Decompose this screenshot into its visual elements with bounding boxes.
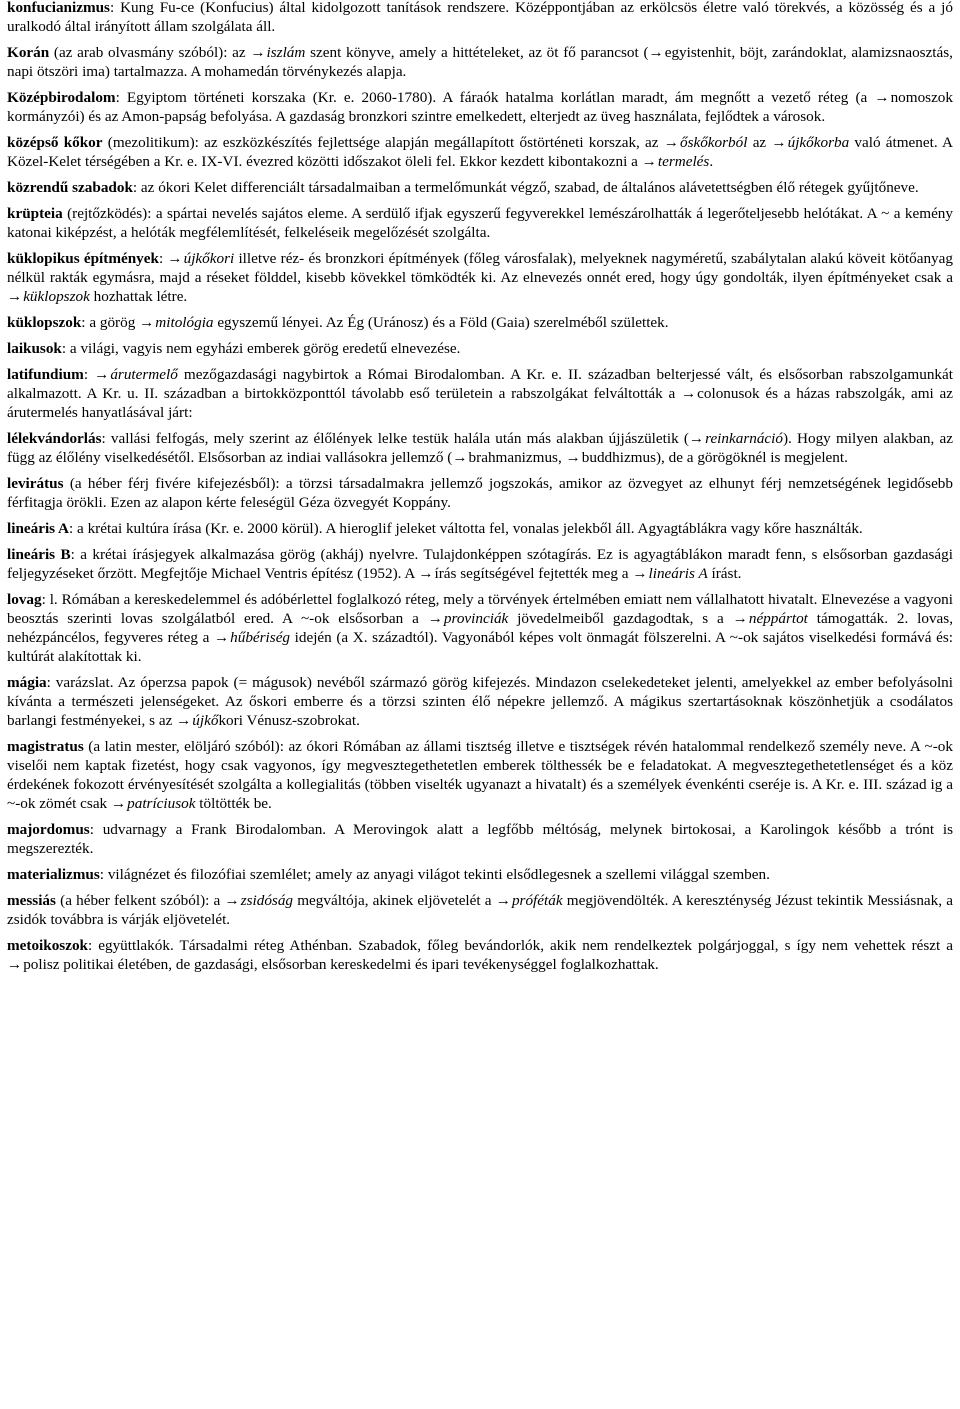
cross-reference-arrow-icon: → bbox=[213, 629, 230, 646]
entry-term: majordomus bbox=[7, 821, 90, 838]
entry-text: : udvarnagy a Frank Birodalomban. A Merovingok alatt a legfőbb méltóság, melynek birtokosai, a Karolingok később a trónt is megszerezték. bbox=[7, 821, 953, 857]
glossary-entry bbox=[7, 737, 953, 813]
entry-term: metoikoszok bbox=[7, 937, 88, 954]
cross-reference-term: újkőkorba bbox=[787, 134, 850, 151]
glossary-entry bbox=[7, 673, 953, 730]
glossary-entry bbox=[7, 204, 953, 242]
entry-text: politikai életében, de gazdasági, elsősorban kereskedelmi és ipari tevékenységgel foglalkozhattak. bbox=[59, 956, 659, 973]
entry-text: : világnézet és filozófiai szemlélet; amely az anyagi világot tekinti elsődlegesnek a szellemi világgal szemben. bbox=[99, 866, 770, 883]
entry-text: töltötték be. bbox=[195, 795, 272, 812]
cross-reference-term: zsidóság bbox=[240, 892, 294, 909]
entry-text: : Egyiptom történeti korszaka (Kr. e. 2060-1780). A fáraók hatalma korlátlan maradt, ám megnőtt a vezető réteg (a bbox=[115, 89, 875, 106]
cross-reference-term: provinciák bbox=[443, 610, 509, 627]
glossary-entry bbox=[7, 519, 953, 538]
entry-text: jövedelmeiből gazdagodtak, s a bbox=[508, 610, 733, 627]
cross-reference-term: hűbériség bbox=[230, 629, 291, 646]
entry-term: materializmus bbox=[7, 866, 100, 883]
cross-reference-term: brahmanizmus bbox=[468, 449, 558, 466]
glossary-entry bbox=[7, 133, 953, 171]
cross-reference-term: termelés bbox=[657, 153, 710, 170]
entry-term: magistratus bbox=[7, 738, 84, 755]
cross-reference-arrow-icon: → bbox=[224, 892, 240, 909]
entry-term: lineáris B bbox=[7, 546, 71, 563]
cross-reference-term: iszlám bbox=[266, 44, 306, 61]
entry-term: küklopszok bbox=[7, 314, 82, 331]
entry-text: megjövendölték. A kereszténység Jézust tekintik Messiásnak, a zsidók továbbra is várják eljövetelét. bbox=[7, 892, 953, 928]
entry-text: (mezolitikum): az eszközkészítés fejlettsége alapján megállapított őstörténeti korszak, az bbox=[102, 134, 664, 151]
glossary-entry bbox=[7, 249, 953, 306]
cross-reference-arrow-icon: → bbox=[632, 565, 648, 582]
glossary-entry bbox=[7, 0, 953, 36]
cross-reference-term: reinkarnáció bbox=[705, 430, 783, 447]
cross-reference-term: nomoszok bbox=[890, 89, 953, 106]
entry-term: Korán bbox=[7, 44, 50, 61]
entry-text: : vallási felfogás, mely szerint az élőlények lelke testük halála után más alakban újjászületik ( bbox=[101, 430, 689, 447]
entry-text: mezőgazdasági nagybirtok a Római Birodalomban. A Kr. e. II. században belterjessé vált, és elsősorban rabszolgamunkát alkalmazott. A Kr. u. II. században a birtokközponttól távolabb eső területein a rabszolgákat felváltották a bbox=[7, 366, 953, 402]
glossary-entry bbox=[7, 43, 953, 81]
glossary-entry bbox=[7, 339, 953, 358]
entry-text: : bbox=[83, 366, 95, 383]
cross-reference-arrow-icon: → bbox=[110, 795, 127, 812]
cross-reference-arrow-icon: → bbox=[732, 610, 748, 627]
glossary-entry bbox=[7, 178, 953, 197]
entry-term: lélekvándorlás bbox=[7, 430, 102, 447]
entry-text: : az ókori Kelet differenciált társadalmaiban a termelőmunkát végző, szabad, de általános alávetettségben élő rétegek gyűjtőneve. bbox=[132, 179, 919, 196]
cross-reference-term: colonusok bbox=[697, 385, 760, 402]
entry-text: : a görög bbox=[81, 314, 140, 331]
glossary-entry bbox=[7, 865, 953, 884]
glossary-entry bbox=[7, 936, 953, 974]
cross-reference-arrow-icon: → bbox=[94, 366, 110, 383]
glossary-entry bbox=[7, 429, 953, 467]
cross-reference-term: mitológia bbox=[155, 314, 214, 331]
entry-text: , böjt, zarándoklat, alamizsnaosztás, napi ötszöri ima) tartalmazza. A mohamedán törvénykezés alapja. bbox=[7, 44, 953, 80]
glossary-entry bbox=[7, 590, 953, 666]
entry-term: mágia bbox=[7, 674, 47, 691]
glossary-entry bbox=[7, 545, 953, 583]
entry-text: kori Vénusz-szobrokat. bbox=[218, 712, 360, 729]
entry-term: lineáris A bbox=[7, 520, 70, 537]
entry-term: közrendű szabadok bbox=[7, 179, 133, 196]
cross-reference-arrow-icon: → bbox=[418, 565, 434, 582]
entry-text: : a krétai kultúra írása (Kr. e. 2000 körül). A hieroglif jeleket váltotta fel, vonalas jelekből áll. Agyagtáblákra vagy kőre használták. bbox=[69, 520, 863, 537]
glossary-entry bbox=[7, 313, 953, 332]
cross-reference-arrow-icon: → bbox=[680, 385, 697, 402]
cross-reference-arrow-icon: → bbox=[452, 449, 468, 466]
cross-reference-term: újkőkori bbox=[183, 250, 235, 267]
entry-text: ). Hogy milyen alakban, az függ az élőlény viselkedésétől. Elsősorban az indiai vallásokra jellemző ( bbox=[7, 430, 953, 466]
glossary-entry bbox=[7, 820, 953, 858]
cross-reference-term: küklopszok bbox=[23, 288, 90, 305]
cross-reference-term: patríciusok bbox=[127, 795, 196, 812]
entry-text: szent könyve, amely a hittételeket, az öt fő parancsot ( bbox=[305, 44, 649, 61]
cross-reference-arrow-icon: → bbox=[648, 44, 664, 61]
entry-text: : l. Rómában a kereskedelemmel és adóbérlettel foglalkozó réteg, mely a törvények értelmében emiatt nem vállalhatott hivatalt. Elnevezése a vagyoni beosztás szerinti lovas szolgálatból ered. A ~-ok elsősorban a bbox=[7, 591, 953, 627]
cross-reference-arrow-icon: → bbox=[250, 44, 266, 61]
cross-reference-arrow-icon: → bbox=[139, 314, 155, 331]
entry-text: . bbox=[709, 153, 714, 170]
entry-term: küklopikus építmények bbox=[7, 250, 159, 267]
entry-term: konfucianizmus bbox=[7, 0, 110, 16]
cross-reference-term: buddhizmus bbox=[581, 449, 656, 466]
entry-text: : Kung Fu-ce (Konfucius) által kidolgozott tanítások rendszere. Középpontjában az erkölcsös életre való törekvés, a közösség és a jó uralkodó által irányított állam szolgálata áll. bbox=[7, 0, 953, 35]
entry-text: , bbox=[557, 449, 566, 466]
entry-term: Középbirodalom bbox=[7, 89, 116, 106]
entry-text: megváltója, akinek eljövetelét a bbox=[293, 892, 496, 909]
cross-reference-arrow-icon: → bbox=[641, 153, 657, 170]
cross-reference-arrow-icon: → bbox=[663, 134, 679, 151]
cross-reference-term: újkő bbox=[192, 712, 219, 729]
cross-reference-term: őskőkorból bbox=[679, 134, 748, 151]
cross-reference-term: polisz bbox=[23, 956, 60, 973]
cross-reference-term: egyistenhit bbox=[664, 44, 732, 61]
glossary-entry bbox=[7, 88, 953, 126]
entry-term: levirátus bbox=[7, 475, 64, 492]
cross-reference-term: próféták bbox=[511, 892, 563, 909]
entry-text: hozhattak létre. bbox=[89, 288, 188, 305]
cross-reference-arrow-icon: → bbox=[874, 89, 890, 106]
entry-text: (a latin mester, elöljáró szóból): az ókori Rómában az állami tisztség illetve e tisztségek révén hatalommal rendelkező személy neve. A ~-ok viselői nem kaptak fizetést, hogy csak vagyonos, így megvesztegethetetlen emberek tölthessék be e feladatokat. A megvesztegethetetlenséget és a köz érdekének fokozott érvényesítését szolgálta a kollegialitás (többen viselték ugyanazt a hivatalt) és a személyek évenkénti cseréje is. A Kr. e. III. század ig a ~-ok zömét csak bbox=[7, 738, 953, 812]
entry-text: (a héber felkent szóból): a bbox=[55, 892, 225, 909]
cross-reference-arrow-icon: → bbox=[427, 610, 443, 627]
glossary-entry bbox=[7, 891, 953, 929]
entry-text: való átmenet. A Közel-Kelet térségében a Kr. e. IX-VI. évezred közötti időszakot öleli fel. Ekkor kezdett kibontakozni a bbox=[7, 134, 954, 170]
glossary-entry bbox=[7, 365, 953, 422]
entry-term: krüpteia bbox=[7, 205, 63, 222]
cross-reference-arrow-icon: → bbox=[176, 712, 192, 729]
entry-text: : a világi, vagyis nem egyházi emberek görög eredetű elnevezése. bbox=[61, 340, 461, 357]
entry-text: (rejtőzködés): a spártai nevelés sajátos eleme. A serdülő ifjak egyszerű fegyverekkel lemészárolhatták á legerőteljesebb helótákat. A ~ a kemény katonai kiképzést, a helóták megfélemlítését, felkeléseik megelőzését szolgálta. bbox=[7, 205, 953, 241]
cross-reference-arrow-icon: → bbox=[495, 892, 511, 909]
entry-term: messiás bbox=[7, 892, 56, 909]
entry-text: : bbox=[158, 250, 168, 267]
entry-text: idején (a X. századtól). Vagyonából képes volt önmagát fölszerelni. A ~-ok sajátos viselkedési formává és: kultúrát alakítottak ki. bbox=[7, 629, 954, 665]
cross-reference-arrow-icon: → bbox=[688, 430, 705, 447]
cross-reference-term: néppártot bbox=[748, 610, 808, 627]
cross-reference-arrow-icon: → bbox=[7, 288, 23, 305]
cross-reference-arrow-icon: → bbox=[167, 250, 183, 267]
entry-text: és a házas rabszolgák, ami az árutermelés hanyatlásával járt: bbox=[7, 385, 953, 421]
entry-text: : a krétai írásjegyek alkalmazása görög (akháj) nyelvre. Tulajdonképpen szótagírás. Ez is agyagtáblákon maradt fenn, s elsősorban gazdasági feljegyzéseket őrzött. Megfejtője Michael Ventris építész (1952). A bbox=[7, 546, 953, 582]
entry-text: segítségével fejtették meg a bbox=[456, 565, 633, 582]
entry-text: támogatták. 2. lovas, nehézpáncélos, fegyveres réteg a bbox=[7, 610, 953, 646]
entry-text: : varázslat. Az óperzsa papok (= mágusok) nevéből származó görög kifejezés. Mindazon cselekedeteket jelenti, amelyekkel az ember befolyásolni kívánta a természeti jelenségeket. Az őskori emberre és a törzsi szinten élő népekre jellemző. A mágikus szertartásoknak köszönhetjük a csodálatos barlangi festményekei, s az bbox=[7, 674, 953, 729]
cross-reference-arrow-icon: → bbox=[771, 134, 787, 151]
entry-term: középső kőkor bbox=[7, 134, 103, 151]
entry-term: lovag bbox=[7, 591, 42, 608]
entry-text: : együttlakók. Társadalmi réteg Athénban. Szabadok, főleg bevándorlók, akik nem rendelkeztek polgárjoggal, s így nem vehettek részt a bbox=[88, 937, 953, 954]
cross-reference-term: lineáris A bbox=[648, 565, 708, 582]
entry-term: latifundium bbox=[7, 366, 84, 383]
cross-reference-arrow-icon: → bbox=[565, 449, 581, 466]
cross-reference-term: írás bbox=[434, 565, 457, 582]
entry-text: egyszemű lényei. Az Ég (Uránosz) és a Föld (Gaia) szerelméből születtek. bbox=[213, 314, 669, 331]
entry-text: illetve réz- és bronzkori építmények (főleg városfalak), melyeknek nagyméretű, szabálytalan alakú köveit kötőanyag nélkül rakták egymásra, majd a réseket földdel, kisebb kövekkel tömködték ki. Az elnevezés onnét ered, hogy úgy gondolták, ilyen építményeket csak a bbox=[7, 250, 953, 286]
entry-text: kormányzói) és az Amon-papság befolyása. A gazdaság bronzkori szintre emelkedett, elterjedt az üveg használata, fejlődtek a városok. bbox=[7, 108, 826, 125]
cross-reference-term: árutermelő bbox=[110, 366, 178, 383]
entry-text: ), de a görögöknél is megjelent. bbox=[656, 449, 848, 466]
glossary-entry bbox=[7, 474, 953, 512]
entry-text: (az arab olvasmány szóból): az bbox=[49, 44, 251, 61]
cross-reference-arrow-icon: → bbox=[7, 956, 23, 973]
entry-text: az bbox=[747, 134, 772, 151]
entry-text: írást. bbox=[707, 565, 742, 582]
entry-term: laikusok bbox=[7, 340, 62, 357]
entry-text: (a héber férj fivére kifejezésből): a törzsi társadalmakra jellemző jogszokás, amikor az özvegyet az elhunyt férj nemzetségének legidősebb férfitagja örökli. Ezen az alapon kérte feleségül Géza özvegyét Koppány. bbox=[7, 475, 953, 511]
